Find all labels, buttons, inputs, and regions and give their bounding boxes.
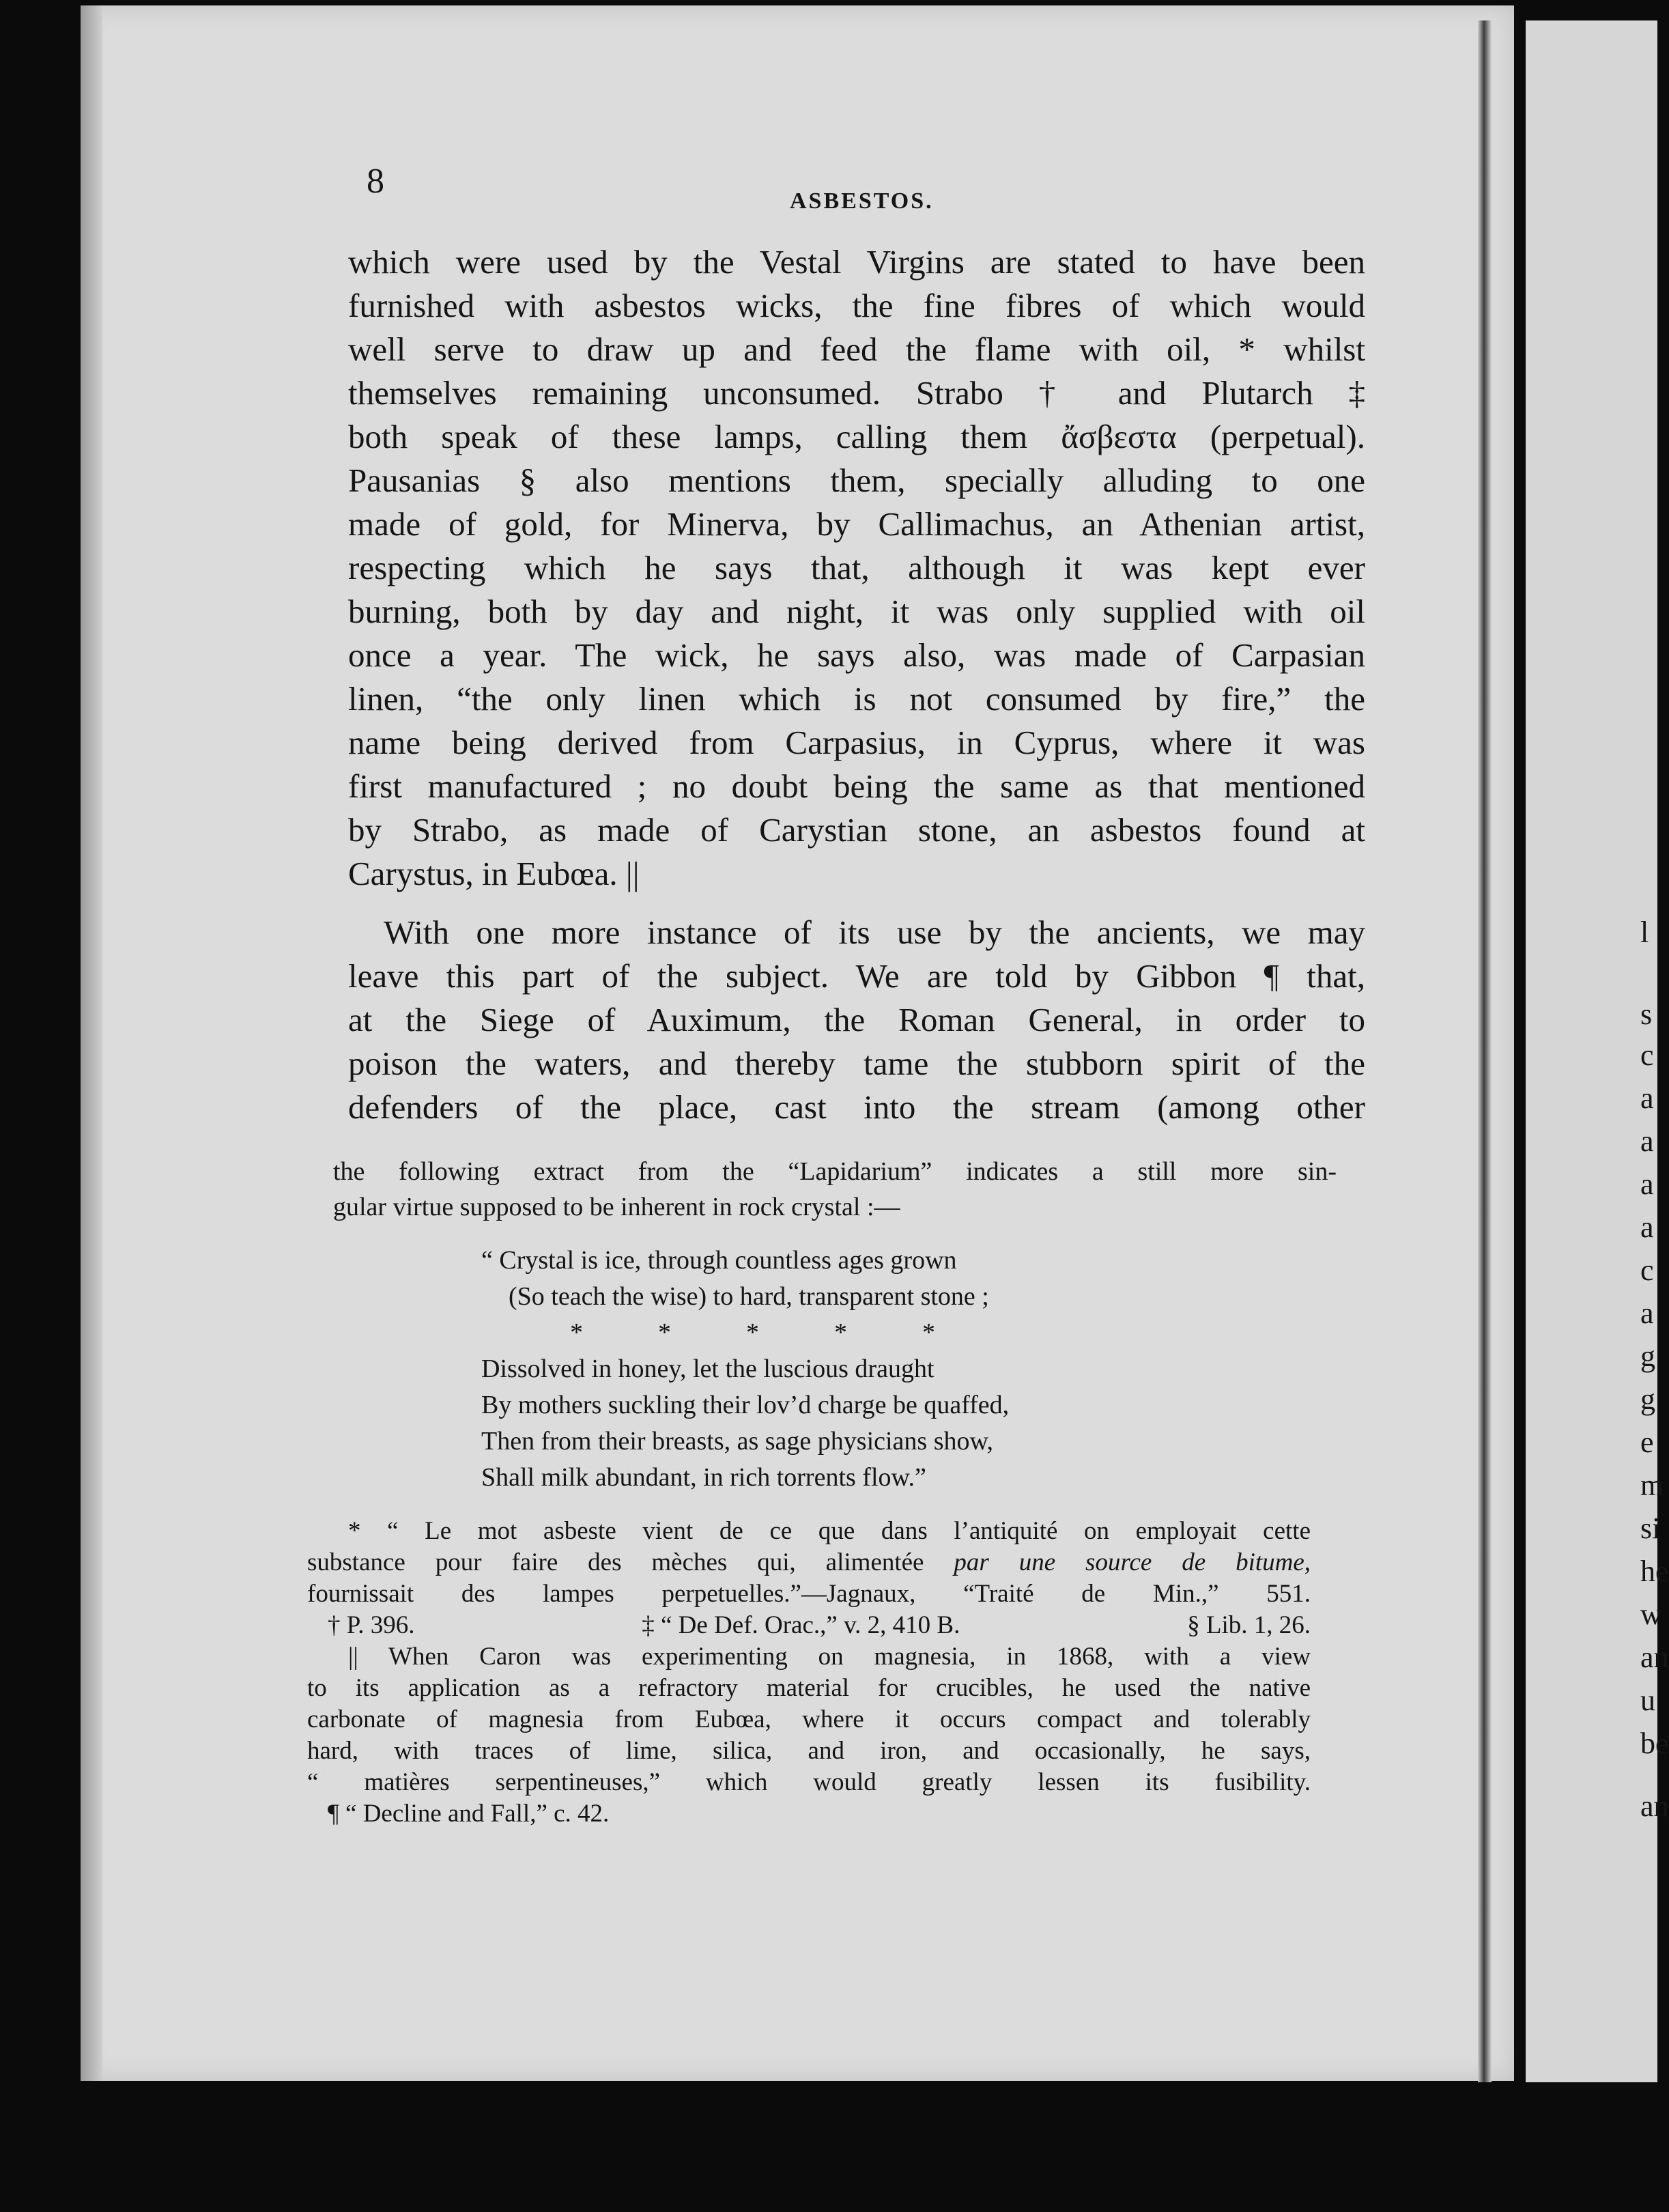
text-line: well serve to draw up and feed the flame with oil, * whilst — [348, 330, 1365, 368]
facing-fragment: e — [1640, 1426, 1654, 1459]
facing-fragment: u — [1640, 1684, 1655, 1717]
star: * — [570, 1318, 583, 1347]
poem-line: Dissolved in honey, let the luscious draught — [481, 1355, 935, 1383]
text-line: both speak of these lamps, calling them ἄσβεστα (perpetual). — [348, 418, 1365, 455]
text-line: once a year. The wick, he says also, was made of Carpasian — [348, 636, 1365, 674]
facing-fragment: g — [1640, 1339, 1655, 1373]
text-line: themselves remaining unconsumed. Strabo † and Plutarch ‡ — [348, 374, 1365, 412]
footnote-italic: par une source de bitume, — [954, 1548, 1311, 1576]
footnote-line: || When Caron was experimenting on magnesia, in 1868, with a view — [348, 1643, 1311, 1671]
facing-fragment: si — [1640, 1512, 1661, 1545]
text-line: made of gold, for Minerva, by Callimachus, an Athenian artist, — [348, 505, 1365, 543]
facing-page — [1526, 20, 1669, 2082]
poem-line: By mothers suckling their lov’d charge be quaffed, — [481, 1391, 1010, 1419]
text-line: by Strabo, as made of Carystian stone, an asbestos found at — [348, 811, 1365, 849]
page-edge — [81, 5, 102, 2081]
facing-fragment: a — [1640, 1296, 1654, 1330]
footnote-line: hard, with traces of lime, silica, and iron, and occasionally, he says, — [307, 1737, 1311, 1765]
poem-quote — [481, 1243, 1232, 1496]
facing-fragment: w — [1640, 1598, 1662, 1631]
book-spine — [1478, 20, 1492, 2082]
text-line: furnished with asbestos wicks, the fine fibres of which would — [348, 287, 1365, 324]
ellipsis-stars — [481, 1315, 1232, 1351]
poem-line: Shall milk abundant, in rich torrents flow.” — [481, 1463, 926, 1492]
facing-fragment: a — [1640, 1167, 1654, 1201]
text-line: Carystus, in Eubœa. || — [348, 855, 640, 892]
text-line: which were used by the Vestal Virgins are stated to have been — [348, 243, 1365, 281]
text-line: leave this part of the subject. We are told by Gibbon ¶ that, — [348, 957, 1365, 995]
facing-fragment: a — [1640, 1124, 1654, 1158]
footnote-section: § Lib. 1, 26. — [1187, 1611, 1311, 1639]
facing-fragment: an — [1640, 1641, 1669, 1674]
facing-fragment: be — [1640, 1727, 1669, 1760]
footnote-line: “ matières serpentineuses,” which would greatly lessen its fusibility. — [307, 1768, 1311, 1796]
text-line: poison the waters, and thereby tame the stubborn spirit of the — [348, 1045, 1365, 1082]
facing-fragment: an — [1640, 1789, 1669, 1823]
running-head: ASBESTOS. — [790, 188, 934, 214]
star: * — [746, 1318, 759, 1347]
facing-fragment: g — [1640, 1382, 1655, 1416]
poem-line: “ Crystal is ice, through countless ages grown — [481, 1246, 957, 1275]
footnote-text: substance pour faire des mèches qui, alimentée — [307, 1548, 924, 1576]
footnote-line: to its application as a refractory material for crucibles, he used the native — [307, 1674, 1311, 1702]
footnote-refs — [307, 1610, 1311, 1641]
footnote-line: carbonate of magnesia from Eubœa, where it occurs compact and tolerably — [307, 1705, 1311, 1733]
text-line: the following extract from the “Lapidarium” indicates a still more sin- — [333, 1157, 1337, 1186]
text-line: at the Siege of Auximum, the Roman General, in order to — [348, 1001, 1365, 1038]
page-header — [367, 161, 1459, 216]
poem-line: Then from their breasts, as sage physicians show, — [481, 1427, 993, 1456]
footnote-line — [307, 1547, 1311, 1578]
text-line: gular virtue supposed to be inherent in rock crystal :— — [333, 1193, 900, 1221]
footnote-line: fournissait des lampes perpetuelles.”—Jagnaux, “Traité de Min.,” 551. — [307, 1580, 1311, 1608]
facing-fragment: m — [1640, 1469, 1664, 1502]
facing-fragment: s — [1640, 997, 1653, 1031]
text-line: name being derived from Carpasius, in Cyprus, where it was — [348, 724, 1365, 761]
text-line: respecting which he says that, although it was kept ever — [348, 549, 1365, 586]
footnote-line: ¶ “ Decline and Fall,” c. 42. — [328, 1800, 610, 1828]
footnote-line: * “ Le mot asbeste vient de ce que dans l’antiquité on employait cette — [348, 1517, 1311, 1545]
facing-fragment: c — [1640, 1038, 1654, 1072]
footnote-dagger: † P. 396. — [328, 1611, 415, 1639]
facing-fragment: c — [1640, 1253, 1654, 1287]
footnote-ddagger: ‡ “ De Def. Orac.,” v. 2, 410 B. — [642, 1611, 960, 1639]
text-line: burning, both by day and night, it was only supplied with oil — [348, 593, 1365, 630]
facing-fragment: l — [1640, 916, 1649, 949]
facing-fragment: a — [1640, 1081, 1654, 1115]
page-number: 8 — [367, 162, 384, 201]
facing-fragment: he — [1640, 1555, 1669, 1588]
star: * — [658, 1318, 671, 1347]
text-line: defenders of the place, cast into the stream (among other — [348, 1088, 1365, 1126]
facing-fragment: a — [1640, 1210, 1654, 1244]
footnotes — [307, 1516, 1311, 1830]
main-text — [348, 240, 1365, 1129]
star: * — [834, 1318, 847, 1347]
extract-intro — [333, 1154, 1337, 1225]
text-line: Pausanias § also mentions them, specially alluding to one — [348, 462, 1365, 499]
text-line: linen, “the only linen which is not consumed by fire,” the — [348, 680, 1365, 718]
text-line: first manufactured ; no doubt being the same as that mentioned — [348, 767, 1365, 805]
text-line: With one more instance of its use by the ancients, we may — [384, 913, 1365, 951]
poem-line: (So teach the wise) to hard, transparent stone ; — [509, 1282, 989, 1311]
star: * — [922, 1318, 935, 1347]
